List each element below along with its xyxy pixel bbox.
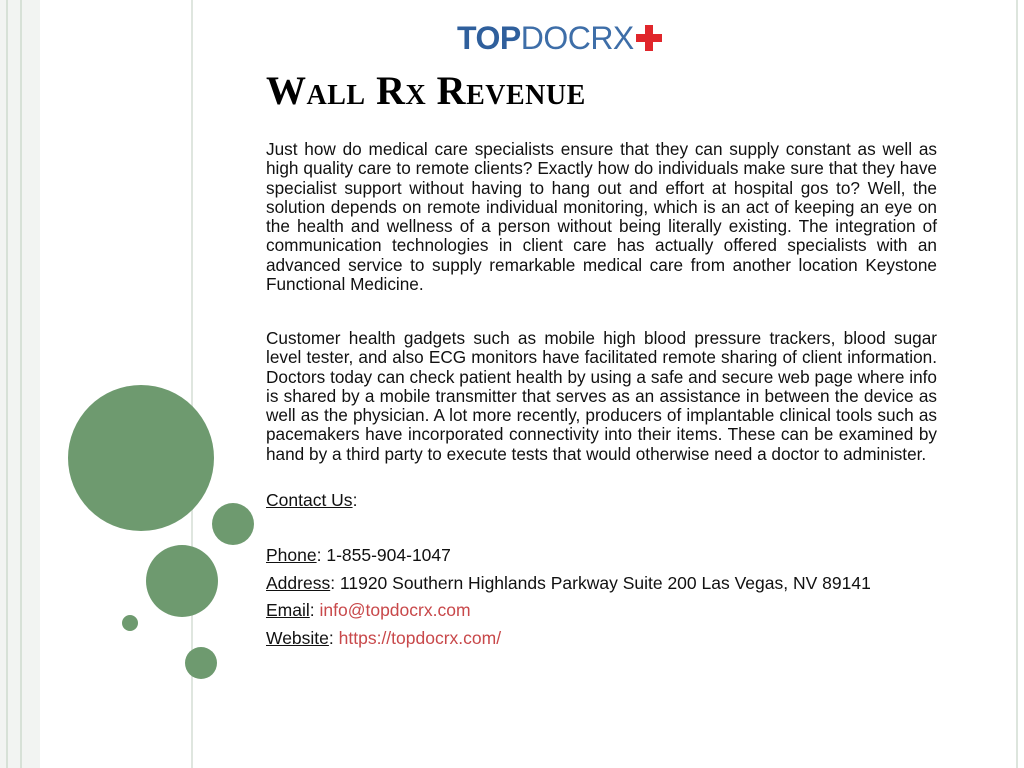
logo-text-top: TOP: [457, 19, 521, 56]
decorative-circle-large: [68, 385, 214, 531]
left-border-line: [6, 0, 8, 768]
page-title: Wall Rx Revenue: [266, 68, 586, 113]
address-label: Address: [266, 573, 331, 593]
address-row: [266, 572, 871, 594]
phone-label: Phone: [266, 545, 317, 565]
decorative-circle-tiny: [122, 615, 138, 631]
phone-row: [266, 544, 451, 566]
decorative-circle-medium: [146, 545, 218, 617]
paragraph-remote-monitoring: Just how do medical care specialists ensure that they can supply constant as well as high quality care to remote clients? Exactly how do individuals make sure that they have specialist support without having to hang out and effort at hospital gos to? Well, the solution depends on remote individual monitoring, which is an act of keeping an eye on the health and wellness of a person without being literally existing. The integration of communication technologies in client care has actually offered specialists with an advanced service to supply remarkable medical care from another location Keystone Functional Medicine.: [266, 139, 937, 295]
email-link[interactable]: info@topdocrx.com: [319, 600, 471, 620]
decorative-circle-small: [212, 503, 254, 545]
email-row: Email: info@topdocrx.com: [266, 600, 471, 620]
contact-us-link[interactable]: Contact Us: [266, 490, 353, 510]
topdocrx-logo: [457, 18, 662, 58]
left-border-line-inner: [20, 0, 22, 768]
phone-value: : 1-855-904-1047: [316, 545, 451, 565]
address-value: : 11920 Southern Highlands Parkway Suite 200 Las Vegas, NV 89141: [330, 573, 871, 593]
paragraph-health-gadgets: Customer health gadgets such as mobile high blood pressure trackers, blood sugar level tester, and also ECG monitors have facilitated remote sharing of client information. Doctors today can check patient health by using a safe and secure web page where info is shared by a mobile transmitter that serves as an assistance in between the device as well as the physician. A lot more recently, producers of implantable clinical tools such as pacemakers have incorporated connectivity into their items. These can be examined by hand by a third party to execute tests that would otherwise need a doctor to administer.: [266, 328, 937, 464]
logo-text-docrx: DOCRX: [520, 19, 634, 56]
email-label: Email: [266, 600, 310, 620]
website-link[interactable]: https://topdocrx.com/: [338, 628, 502, 648]
contact-heading: Contact Us:: [266, 490, 358, 510]
website-row: Website: https://topdocrx.com/: [266, 628, 502, 648]
medical-cross-icon: [636, 25, 662, 51]
website-label: Website: [266, 628, 329, 648]
right-border-line: [1016, 0, 1018, 768]
decorative-circle-small-2: [185, 647, 217, 679]
